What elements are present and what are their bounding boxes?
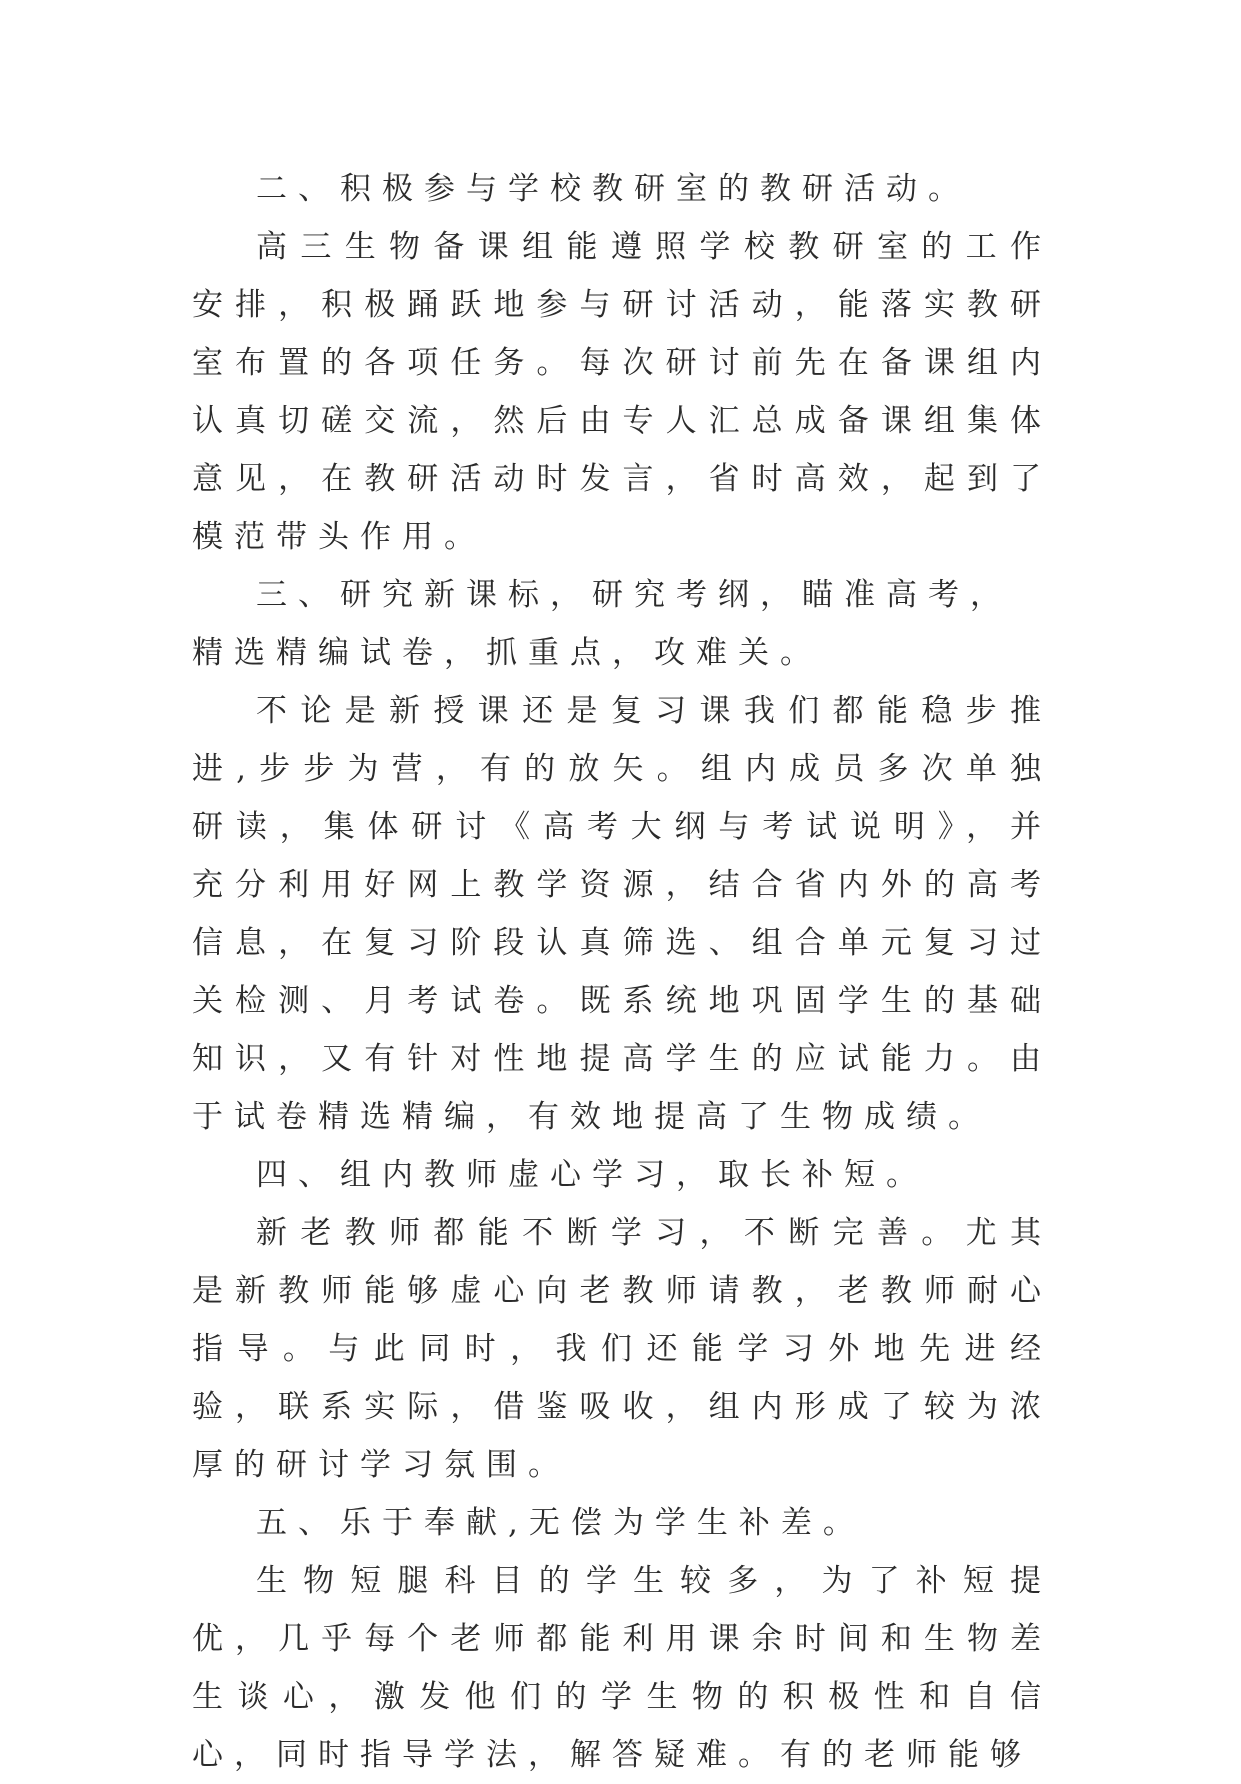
body-paragraph: 生物短腿科目的学生较多，为了补短提优，几乎每个老师都能利用课余时间和生物差生谈心，激发他们的学生物的积极性和自信心，同时指导学法，解答疑难。有的老师能够 <box>192 1563 1052 1773</box>
section-heading-5: 五、乐于奉献,无偿为学生补差。 <box>256 1505 865 1541</box>
section-heading-3: 三、研究新课标，研究考纲，瞄准高考，精选精编试卷，抓重点，攻难关。 <box>192 577 1012 671</box>
body-paragraph: 高三生物备课组能遵照学校教研室的工作安排，积极踊跃地参与研讨活动，能落实教研室布置的各项任务。每次研讨前先在备课组内认真切磋交流，然后由专人汇总成备课组集体意见，在教研活动时发言，省时高效，起到了模范带头作用。 <box>192 229 1052 555</box>
section-heading-2: 二、积极参与学校教研室的教研活动。 <box>256 171 970 207</box>
body-paragraph: 不论是新授课还是复习课我们都能稳步推进,步步为营，有的放矢。组内成员多次单独研读，集体研讨《高考大纲与考试说明》，并充分利用好网上教学资源，结合省内外的高考信息，在复习阶段认真筛选、组合单元复习过关检测、月考试卷。既系统地巩固学生的基础知识，又有针对性地提高学生的应试能力。由于试卷精选精编，有效地提高了生物成绩。 <box>192 693 1052 1135</box>
section-heading-4: 四、组内教师虚心学习，取长补短。 <box>256 1157 928 1193</box>
body-paragraph: 新老教师都能不断学习，不断完善。尤其是新教师能够虚心向老教师请教，老教师耐心指导。与此同时，我们还能学习外地先进经验，联系实际，借鉴吸收，组内形成了较为浓厚的研讨学习氛围。 <box>192 1215 1052 1483</box>
document-body <box>192 160 1052 1784</box>
